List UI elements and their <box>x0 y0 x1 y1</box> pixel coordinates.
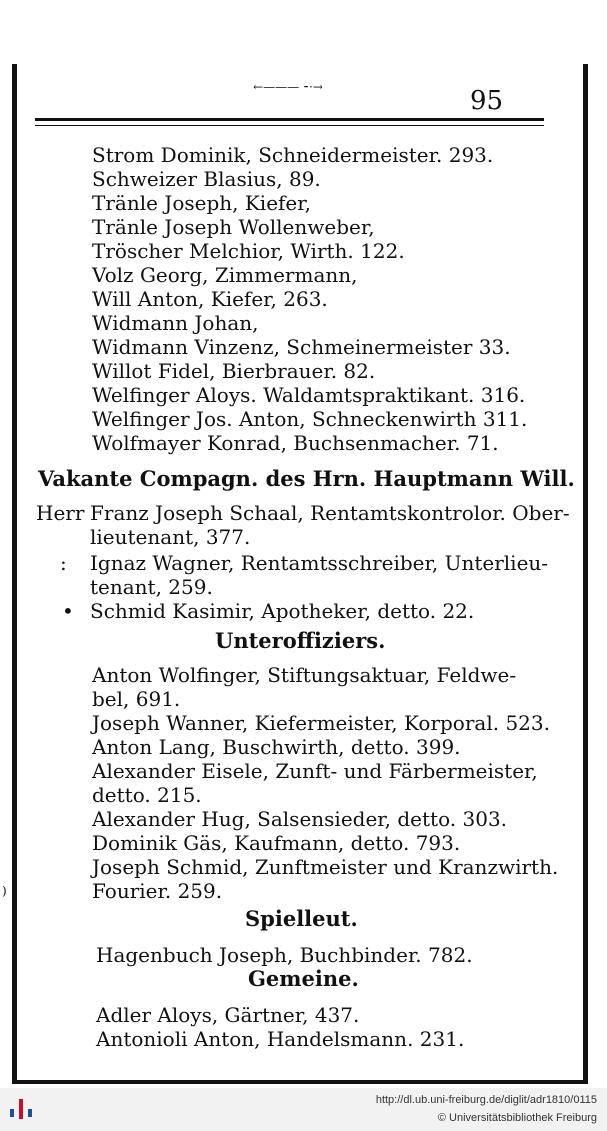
header-ornament: ←——— ⁃·→ <box>253 80 323 94</box>
page-number: 95 <box>470 86 504 116</box>
permalink-link[interactable]: http://dl.ub.uni-freiburg.de/diglit/adr1810/0115 <box>375 1094 597 1106</box>
entry-line: Widmann Johan, <box>92 311 259 335</box>
spielleut-line: Hagenbuch Joseph, Buchbinder. 782. <box>96 943 473 967</box>
officer-prefix: Herr <box>36 501 85 525</box>
section-heading-spielleut: Spielleut. <box>245 906 358 931</box>
entry-line: Volz Georg, Zimmermann, <box>92 263 358 287</box>
header-rule-thick <box>35 118 544 121</box>
unteroffizier-line: Alexander Hug, Salsensieder, detto. 303. <box>92 807 508 831</box>
margin-mark: ) <box>2 884 7 898</box>
officer-line: Franz Joseph Schaal, Rentamtskontrolor. Ober- <box>90 501 570 525</box>
entry-line: Tränle Joseph, Kiefer, <box>92 191 311 215</box>
gemeine-line: Adler Aloys, Gärtner, 437. <box>96 1003 360 1027</box>
entry-line: Strom Dominik, Schneidermeister. 293. <box>92 143 494 167</box>
unteroffizier-line: Anton Lang, Buschwirth, detto. 399. <box>92 735 461 759</box>
officer-line: Ignaz Wagner, Rentamtsschreiber, Unterlieu- <box>90 551 549 575</box>
entry-line: Wolfmayer Konrad, Buchsenmacher. 71. <box>92 431 499 455</box>
unteroffizier-line: Anton Wolfinger, Stiftungsaktuar, Feldwe- <box>92 663 517 687</box>
officer-prefix: • <box>62 599 74 623</box>
section-heading-gemeine: Gemeine. <box>248 966 359 991</box>
unteroffizier-line: bel, 691. <box>92 687 181 711</box>
unteroffizier-line: Dominik Gäs, Kaufmann, detto. 793. <box>92 831 461 855</box>
officer-line: Schmid Kasimir, Apotheker, detto. 22. <box>90 599 475 623</box>
copyright-text: © Universitätsbibliothek Freiburg <box>437 1112 597 1124</box>
entry-line: Tränle Joseph Wollenweber, <box>92 215 375 239</box>
entry-line: Will Anton, Kiefer, 263. <box>92 287 328 311</box>
entry-line: Tröscher Melchior, Wirth. 122. <box>92 239 405 263</box>
unteroffizier-line: Alexander Eisele, Zunft- und Färbermeister, <box>92 759 538 783</box>
entry-line: Widmann Vinzenz, Schmeinermeister 33. <box>92 335 511 359</box>
unteroffizier-line: Joseph Wanner, Kiefermeister, Korporal. 523. <box>92 711 550 735</box>
entry-line: Schweizer Blasius, 89. <box>92 167 321 191</box>
university-logo-icon <box>8 1096 34 1122</box>
unteroffizier-line: Fourier. 259. <box>92 879 223 903</box>
unteroffizier-line: detto. 215. <box>92 783 202 807</box>
section-heading-vakante: Vakante Compagn. des Hrn. Hauptmann Will. <box>38 466 575 491</box>
entry-line: Willot Fidel, Bierbrauer. 82. <box>92 359 376 383</box>
gemeine-line: Antonioli Anton, Handelsmann. 231. <box>96 1027 465 1051</box>
unteroffizier-line: Joseph Schmid, Zunftmeister und Kranzwirth. <box>92 855 559 879</box>
section-heading-unteroffiziers: Unteroffiziers. <box>215 628 386 653</box>
officer-line: lieutenant, 377. <box>90 525 251 549</box>
entry-line: Welfinger Aloys. Waldamtspraktikant. 316. <box>92 383 526 407</box>
entry-line: Welfinger Jos. Anton, Schneckenwirth 311. <box>92 407 528 431</box>
officer-prefix: : <box>60 551 67 575</box>
viewer-footer <box>0 1088 607 1131</box>
header-rule-thin <box>35 125 544 126</box>
officer-line: tenant, 259. <box>90 575 213 599</box>
